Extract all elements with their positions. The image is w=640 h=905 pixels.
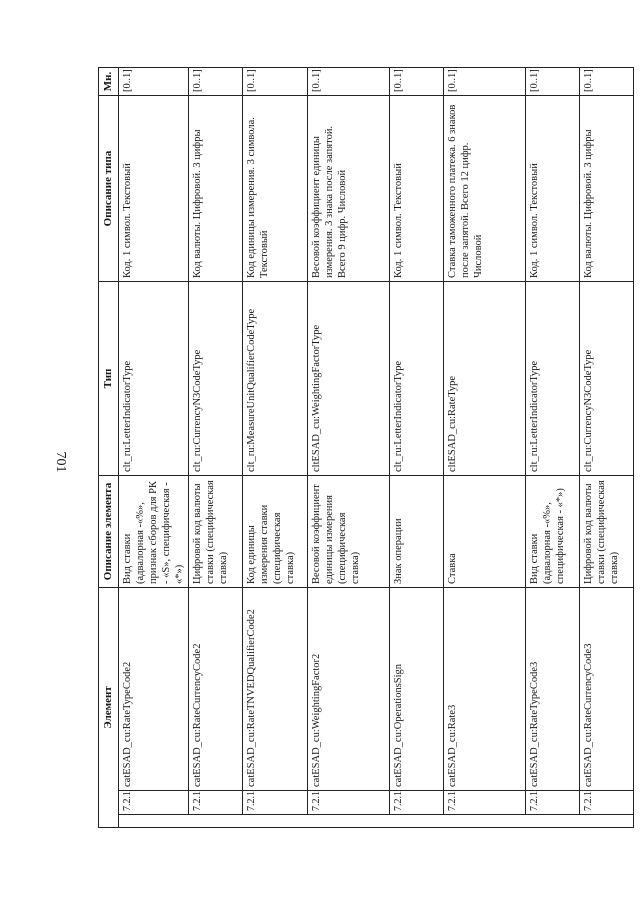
type-description: Код. 1 символ. Текстовый bbox=[119, 96, 189, 282]
row-number: 7.2.1 bbox=[243, 791, 308, 815]
type-name: cltESAD_cu:RateType bbox=[444, 282, 526, 476]
table-row bbox=[189, 68, 243, 828]
multiplicity: [0..1] bbox=[308, 68, 390, 96]
type-description: Код валюты. Цифровой. 3 цифры bbox=[189, 96, 243, 282]
multiplicity: [0..1] bbox=[444, 68, 526, 96]
element-name: catESAD_cu:WeightingFactor2 bbox=[308, 588, 390, 791]
element-name: catESAD_cu:RateTypeCode2 bbox=[119, 588, 189, 791]
row-number: 7.2.1 bbox=[444, 791, 526, 815]
element-name: catESAD_cu:OperationsSign bbox=[390, 588, 444, 791]
type-description: Код единицы измерения. 3 символа. Текстовый bbox=[243, 96, 308, 282]
element-description: Весовой коэффициент единицы измерения (специфическая ставка) bbox=[308, 476, 390, 588]
row-number: 7.2.1 bbox=[390, 791, 444, 815]
element-description: Цифровой код валюты ставки (специфическая ставка) bbox=[189, 476, 243, 588]
row-number: 7.2.1 bbox=[580, 791, 634, 815]
type-description: Код. 1 символ. Текстовый bbox=[526, 96, 580, 282]
element-name: catESAD_cu:RateCurrencyCode2 bbox=[189, 588, 243, 791]
type-description: Ставка таможенного платежа. 6 знаков после запятой. Всего 12 цифр. Числовой bbox=[444, 96, 526, 282]
type-name: clt_ru:LetterIndicatorType bbox=[526, 282, 580, 476]
element-description: Знак операции bbox=[390, 476, 444, 588]
type-name: clt_ru:LetterIndicatorType bbox=[390, 282, 444, 476]
row-number: 7.2.1 bbox=[119, 791, 189, 815]
table-row bbox=[526, 68, 580, 828]
table-row bbox=[243, 68, 308, 828]
type-name: clt_ru:LetterIndicatorType bbox=[119, 282, 189, 476]
row-number: 7.2.1 bbox=[526, 791, 580, 815]
type-name: clt_ru:CurrencyN3CodeType bbox=[189, 282, 243, 476]
type-description: Код. 1 символ. Текстовый bbox=[390, 96, 444, 282]
header-type-description: Описание типа bbox=[99, 96, 119, 282]
multiplicity: [0..1] bbox=[526, 68, 580, 96]
element-spec-table bbox=[98, 67, 634, 828]
rotated-table-frame bbox=[98, 67, 620, 828]
page-number: 701 bbox=[53, 451, 68, 473]
type-description: Весовой коэффициент единицы измерения. 3 знака после запятой. Всего 9 цифр. Числовой bbox=[308, 96, 390, 282]
table-row bbox=[119, 68, 189, 828]
multiplicity: [0..1] bbox=[119, 68, 189, 96]
multiplicity: [0..1] bbox=[390, 68, 444, 96]
element-description: Цифровой код валюты ставки (специфическая ставка) bbox=[580, 476, 634, 588]
element-name: catESAD_cu:RateCurrencyCode3 bbox=[580, 588, 634, 791]
table-row bbox=[308, 68, 390, 828]
row-number: 7.2.1 bbox=[308, 791, 390, 815]
type-name: clt_ru:CurrencyN3CodeType bbox=[580, 282, 634, 476]
header-element-description: Описание элемента bbox=[99, 476, 119, 588]
multiplicity: [0..1] bbox=[243, 68, 308, 96]
table-row bbox=[390, 68, 444, 828]
header-element: Элемент bbox=[99, 588, 119, 828]
multiplicity: [0..1] bbox=[580, 68, 634, 96]
type-name: cltESAD_cu:WeightingFactorType bbox=[308, 282, 390, 476]
table-row bbox=[580, 68, 634, 828]
element-name: catESAD_cu:RateTNVEDQualifierCode2 bbox=[243, 588, 308, 791]
type-name: clt_ru:MeasureUnitQualifierCodeType bbox=[243, 282, 308, 476]
row-number: 7.2.1 bbox=[189, 791, 243, 815]
element-description: Вид ставки (адвалорная -«%», признак сборов для РК - «S», специфическая - «*») bbox=[119, 476, 189, 588]
table-row bbox=[444, 68, 526, 828]
element-name: catESAD_cu:RateTypeCode3 bbox=[526, 588, 580, 791]
type-description: Код валюты. Цифровой. 3 цифры bbox=[580, 96, 634, 282]
header-multiplicity: Мн. bbox=[99, 68, 119, 96]
table-header-row bbox=[99, 68, 119, 828]
multiplicity: [0..1] bbox=[189, 68, 243, 96]
element-description: Ставка bbox=[444, 476, 526, 588]
element-description: Вид ставки (адвалорная -«%», специфическая - «*») bbox=[526, 476, 580, 588]
element-description: Код единицы измерения ставки (специфическая ставка) bbox=[243, 476, 308, 588]
header-type: Тип bbox=[99, 282, 119, 476]
element-name: catESAD_cu:Rate3 bbox=[444, 588, 526, 791]
blank-column bbox=[119, 815, 634, 828]
